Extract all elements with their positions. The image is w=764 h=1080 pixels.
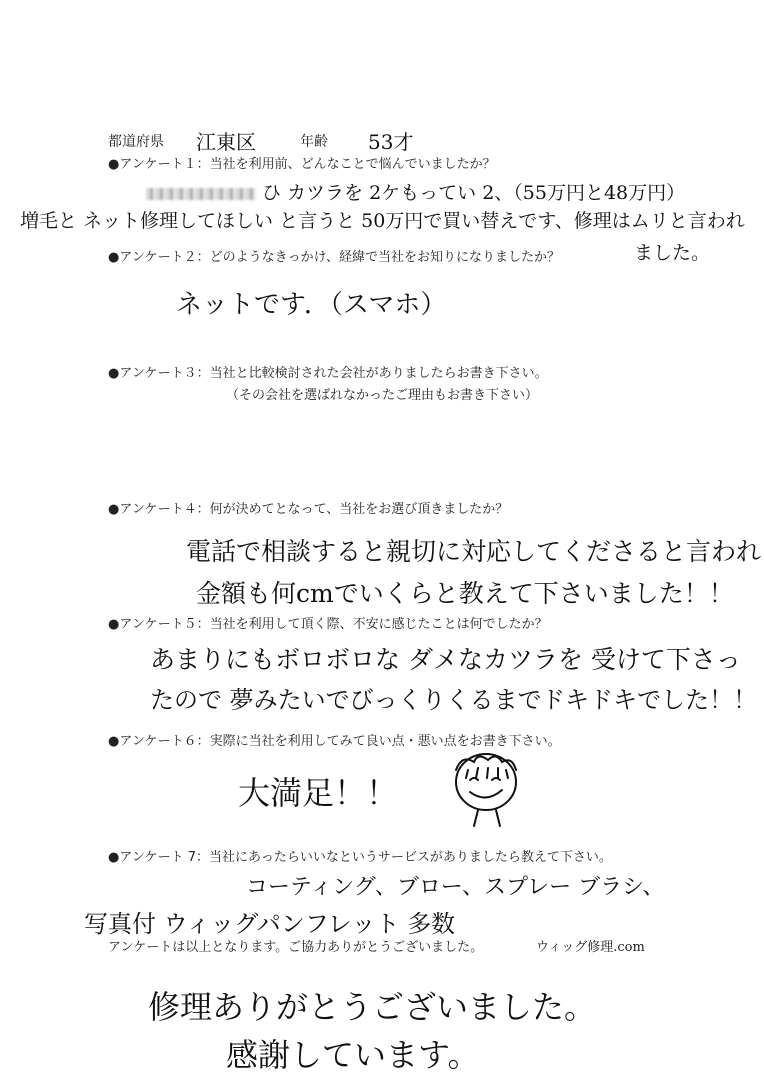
q7-answer-line1: コーティング、ブロー、スプレー ブラシ、	[246, 875, 665, 900]
q1-question: ●アンケート１：当社を利用前、どんなことで悩んでいましたか？	[108, 157, 496, 172]
q1-answer-line2: 増毛と ネット修理してほしい と言うと 50万円で買い替えです、修理はムリと言われ	[20, 210, 745, 232]
smiley-face-doodle	[440, 748, 540, 836]
q6-answer: 大満足！！	[238, 774, 399, 812]
age-value: 53才	[368, 130, 414, 154]
q3-question: ●アンケート３：当社と比較検討された会社がありましたらお書き下さい。	[108, 366, 548, 381]
q5-answer-line1: あまりにもボロボロな ダメなカツラを 受けて下さっ	[150, 645, 741, 674]
q2-answer: ネットです．（スマホ）	[176, 290, 447, 320]
age-label: 年齢	[300, 134, 328, 150]
q4-answer-line1: 電話で相談すると親切に対応してくださると言われ	[186, 537, 762, 566]
closing-line2: 感謝しています。	[226, 1036, 480, 1074]
q3-note: （その会社を選ばれなかったご理由もお書き下さい）	[226, 388, 539, 403]
q5-question: ●アンケート５：当社を利用して頂く際、不安に感じたことは何でしたか？	[108, 617, 548, 632]
footer-brand: ウィッグ修理.com	[536, 940, 645, 955]
q6-question: ●アンケート６：実際に当社を利用してみて良い点・悪い点をお書き下さい。	[108, 734, 561, 749]
closing-line1: 修理ありがとうございました。	[148, 988, 597, 1026]
q2-question: ●アンケート２：どのようなきっかけ、経緯で当社をお知りになりましたか？	[108, 250, 561, 265]
redacted-text	[146, 188, 256, 200]
prefecture-label: 都道府県	[108, 134, 164, 150]
q1-answer-line1: ひ カツラを 2ケもってい 2、（55万円と48万円）	[146, 178, 685, 205]
prefecture-value: 江東区	[196, 130, 256, 154]
q7-question: ●アンケート 7：当社にあったらいいなというサービスがありましたら教えて下さい。	[108, 850, 612, 865]
q1-answer-line3: ました。	[634, 242, 711, 264]
q7-answer-line2: 写真付 ウィッグパンフレット 多数	[84, 910, 456, 938]
footer-thanks: アンケートは以上となります。ご協力ありがとうございました。	[108, 940, 484, 955]
q5-answer-line2: たので 夢みたいでびっくりくるまでドキドキでした！！	[150, 686, 758, 714]
q4-question: ●アンケート４：何が決めてとなって、当社をお選び頂きましたか？	[108, 502, 509, 517]
q4-answer-line2: 金額も何cmでいくらと教えて下さいました！！	[196, 579, 734, 608]
